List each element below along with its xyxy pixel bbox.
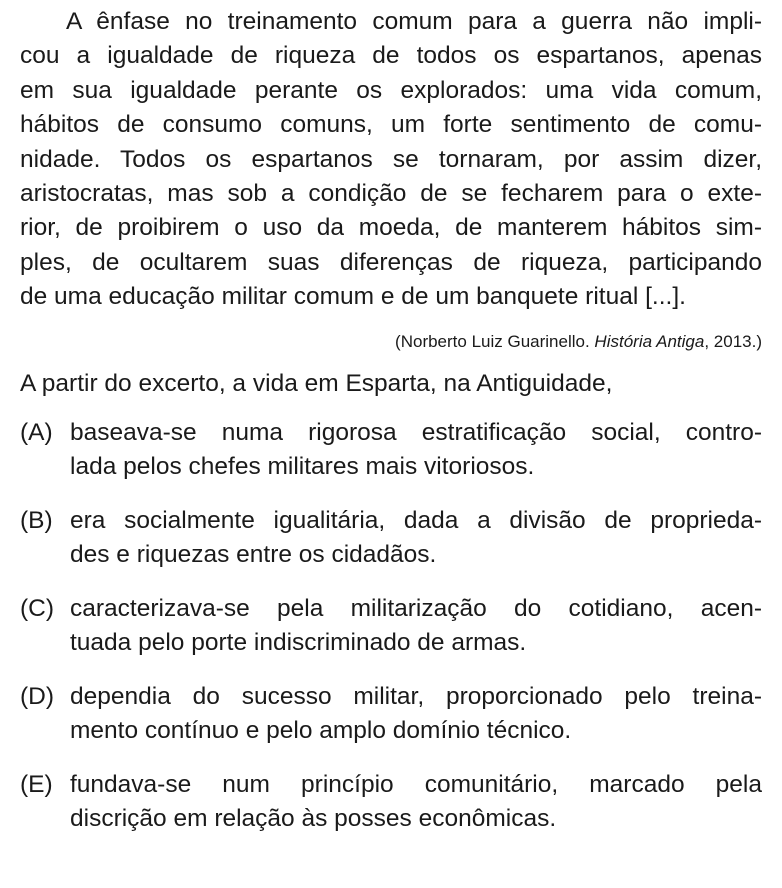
source-author: (Norberto Luiz Guarinello. bbox=[395, 331, 595, 351]
answer-options bbox=[20, 416, 762, 836]
option-line: lada pelos chefes militares mais vitoriosos. bbox=[70, 452, 535, 480]
source-title: História Antiga bbox=[594, 331, 705, 351]
excerpt-line: hábitos de consumo comuns, um forte sentimento de comu- bbox=[20, 111, 762, 139]
excerpt-line: nidade. Todos os espartanos se tornaram, por assim dizer, bbox=[20, 145, 762, 173]
option-letter: (A) bbox=[20, 418, 53, 446]
option-line: des e riquezas entre os cidadãos. bbox=[70, 540, 437, 568]
excerpt-line: de uma educação militar comum e de um banquete ritual [...]. bbox=[20, 283, 686, 311]
option-line: mento contínuo e pelo amplo domínio técnico. bbox=[70, 716, 572, 744]
option-letter: (C) bbox=[20, 594, 55, 622]
question-page bbox=[20, 5, 762, 856]
option-letter: (B) bbox=[20, 506, 53, 534]
option-text bbox=[70, 504, 762, 572]
option-text bbox=[70, 768, 762, 836]
option-letter: (E) bbox=[20, 770, 53, 798]
excerpt-line: aristocratas, mas sob a condição de se fecharem para o exte- bbox=[20, 180, 762, 208]
option-e[interactable] bbox=[20, 768, 762, 836]
excerpt-line: cou a igualdade de riqueza de todos os espartanos, apenas bbox=[20, 42, 762, 70]
option-d[interactable] bbox=[20, 680, 762, 748]
option-a[interactable] bbox=[20, 416, 762, 484]
option-line: baseava-se numa rigorosa estratificação social, contro- bbox=[70, 418, 762, 446]
option-c[interactable] bbox=[20, 592, 762, 660]
question-stem: A partir do excerto, a vida em Esparta, na Antiguidade, bbox=[20, 369, 613, 397]
option-text bbox=[70, 680, 762, 748]
option-b[interactable] bbox=[20, 504, 762, 572]
option-line: discrição em relação às posses econômicas. bbox=[70, 804, 557, 832]
excerpt-line: em sua igualdade perante os explorados: uma vida comum, bbox=[20, 76, 762, 104]
source-year: , 2013.) bbox=[704, 331, 762, 351]
excerpt-line: rior, de proibirem o uso da moeda, de manterem hábitos sim- bbox=[20, 214, 762, 242]
option-line: dependia do sucesso militar, proporcionado pelo treina- bbox=[70, 682, 762, 710]
option-text bbox=[70, 416, 762, 484]
option-line: fundava-se num princípio comunitário, marcado pela bbox=[70, 770, 762, 798]
excerpt-paragraph bbox=[20, 5, 762, 315]
source-citation bbox=[20, 331, 762, 353]
option-text bbox=[70, 592, 762, 660]
option-line: era socialmente igualitária, dada a divisão de proprieda- bbox=[70, 506, 762, 534]
excerpt-line: ples, de ocultarem suas diferenças de riqueza, participando bbox=[20, 248, 762, 276]
option-line: tuada pelo porte indiscriminado de armas. bbox=[70, 628, 527, 656]
excerpt-line: A ênfase no treinamento comum para a guerra não impli- bbox=[66, 8, 762, 35]
option-letter: (D) bbox=[20, 682, 55, 710]
option-line: caracterizava-se pela militarização do cotidiano, acen- bbox=[70, 594, 762, 622]
